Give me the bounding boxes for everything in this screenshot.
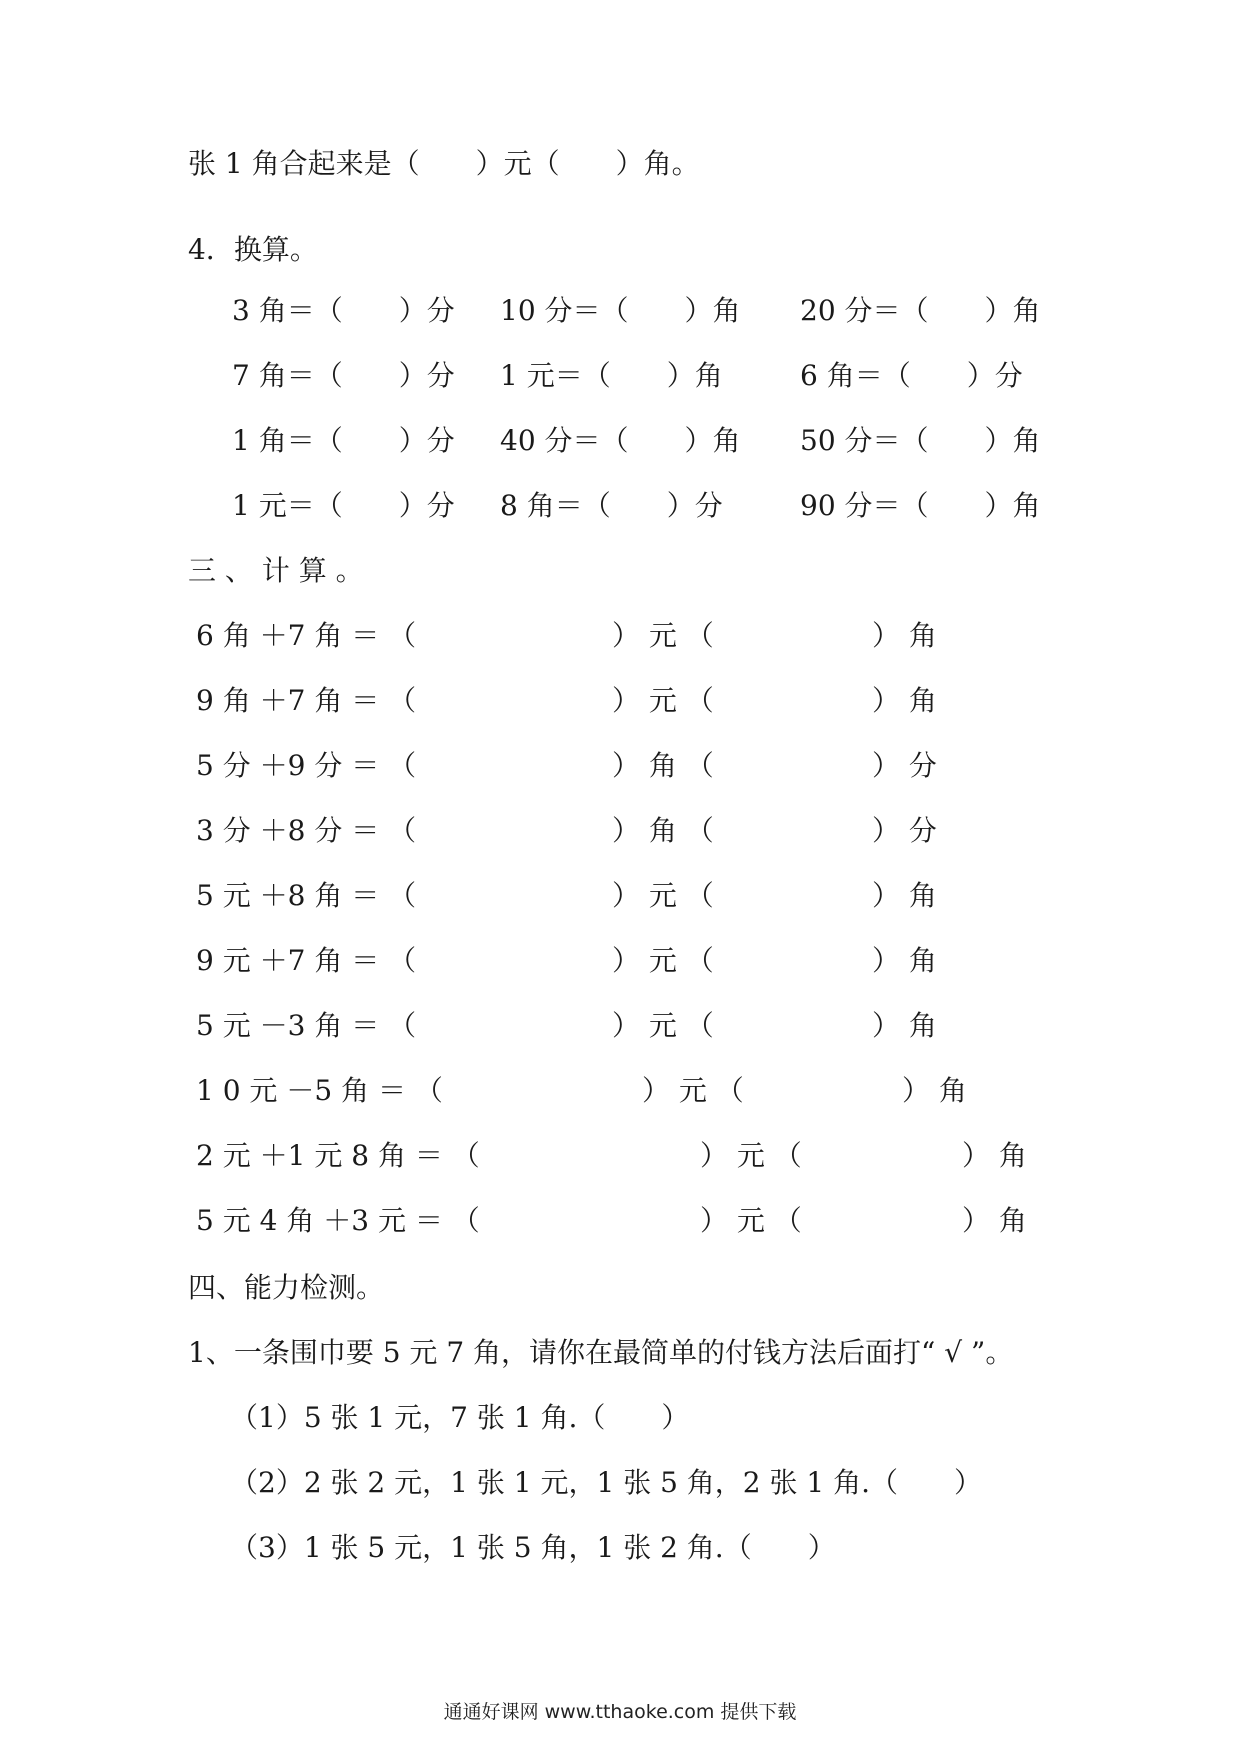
calc-unit-1: ） 元 （ bbox=[700, 1204, 802, 1237]
calc-expression: 5 元 4 角 ＋3 元 ＝ （ bbox=[196, 1204, 480, 1237]
calc-unit-1: ） 元 （ bbox=[700, 1139, 802, 1172]
conversion-item: 8 角＝（ ）分 bbox=[500, 489, 723, 522]
calc-unit-1: ） 角 （ bbox=[612, 749, 714, 782]
conversion-item: 10 分＝（ ）角 bbox=[500, 294, 741, 327]
question-1-text: 1、一条围巾要 5 元 7 角，请你在最简单的付钱方法后面打“ √ ”。 bbox=[188, 1336, 1014, 1369]
calc-unit-2: ） 角 bbox=[872, 1009, 937, 1042]
calc-unit-1: ） 元 （ bbox=[612, 684, 714, 717]
calc-unit-1: ） 元 （ bbox=[642, 1074, 744, 1107]
calc-unit-2: ） 角 bbox=[872, 879, 937, 912]
conversion-item: 90 分＝（ ）角 bbox=[800, 489, 1041, 522]
calc-unit-2: ） 分 bbox=[872, 814, 937, 847]
calc-unit-1: ） 角 （ bbox=[612, 814, 714, 847]
conversion-item: 3 角＝（ ）分 bbox=[232, 294, 455, 327]
calc-unit-2: ） 角 bbox=[902, 1074, 967, 1107]
calc-unit-2: ） 角 bbox=[872, 619, 937, 652]
calc-expression: 5 分 ＋9 分 ＝ （ bbox=[196, 749, 417, 782]
section-four-title: 四、能力检测。 bbox=[188, 1271, 385, 1304]
question-1-option: （2）2 张 2 元，1 张 1 元，1 张 5 角，2 张 1 角.（ ） bbox=[230, 1466, 983, 1499]
calc-unit-1: ） 元 （ bbox=[612, 619, 714, 652]
section4-title: 4．换算。 bbox=[188, 233, 318, 266]
calc-expression: 1 0 元 －5 角 ＝ （ bbox=[196, 1074, 443, 1107]
calc-unit-2: ） 角 bbox=[872, 944, 937, 977]
calc-expression: 9 角 ＋7 角 ＝ （ bbox=[196, 684, 417, 717]
intro-line: 张 1 角合起来是（ ）元（ ）角。 bbox=[188, 147, 700, 180]
question-1-option: （3）1 张 5 元，1 张 5 角，1 张 2 角.（ ） bbox=[230, 1531, 836, 1564]
conversion-item: 1 元＝（ ）角 bbox=[500, 359, 723, 392]
section3-title: 三 、 计 算 。 bbox=[188, 554, 364, 587]
calc-expression: 9 元 ＋7 角 ＝ （ bbox=[196, 944, 417, 977]
conversion-item: 20 分＝（ ）角 bbox=[800, 294, 1041, 327]
calc-expression: 3 分 ＋8 分 ＝ （ bbox=[196, 814, 417, 847]
conversion-item: 6 角＝（ ）分 bbox=[800, 359, 1023, 392]
calc-unit-2: ） 分 bbox=[872, 749, 937, 782]
conversion-item: 50 分＝（ ）角 bbox=[800, 424, 1041, 457]
page-footer: 通通好课网 www.tthaoke.com 提供下载 bbox=[443, 1701, 797, 1723]
conversion-item: 1 元＝（ ）分 bbox=[232, 489, 455, 522]
calc-unit-2: ） 角 bbox=[872, 684, 937, 717]
conversion-item: 40 分＝（ ）角 bbox=[500, 424, 741, 457]
conversion-item: 1 角＝（ ）分 bbox=[232, 424, 455, 457]
calc-expression: 5 元 ＋8 角 ＝ （ bbox=[196, 879, 417, 912]
question-1-option: （1）5 张 1 元，7 张 1 角.（ ） bbox=[230, 1401, 690, 1434]
calc-unit-2: ） 角 bbox=[962, 1139, 1027, 1172]
calc-unit-1: ） 元 （ bbox=[612, 1009, 714, 1042]
calc-unit-1: ） 元 （ bbox=[612, 944, 714, 977]
calc-expression: 5 元 －3 角 ＝ （ bbox=[196, 1009, 417, 1042]
calc-expression: 2 元 ＋1 元 8 角 ＝ （ bbox=[196, 1139, 480, 1172]
calc-unit-1: ） 元 （ bbox=[612, 879, 714, 912]
conversion-item: 7 角＝（ ）分 bbox=[232, 359, 455, 392]
calc-unit-2: ） 角 bbox=[962, 1204, 1027, 1237]
calc-expression: 6 角 ＋7 角 ＝ （ bbox=[196, 619, 417, 652]
